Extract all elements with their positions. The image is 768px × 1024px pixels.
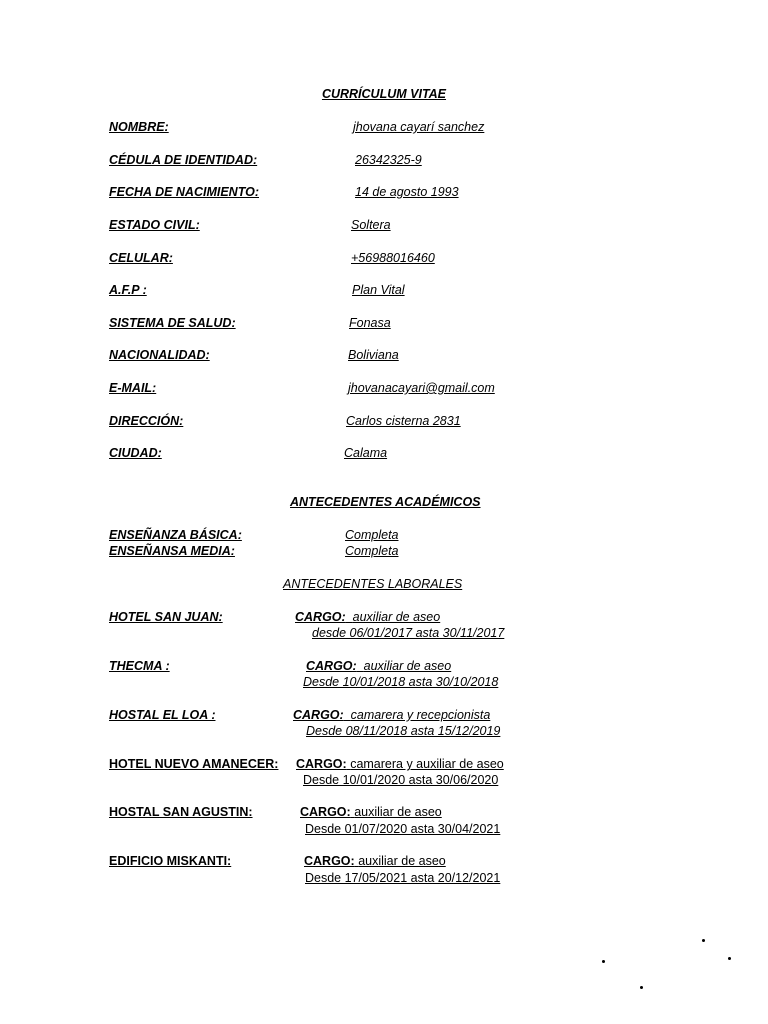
work-heading: ANTECEDENTES LABORALES [283, 577, 463, 591]
stray-dot [602, 960, 605, 963]
label-ciudad: CIUDAD: [109, 446, 162, 460]
work-cargo-5 [300, 804, 442, 820]
label-direccion: DIRECCIÓN: [109, 414, 184, 428]
academic-heading: ANTECEDENTES ACADÉMICOS [290, 495, 481, 509]
label-fecha-nacimiento: FECHA DE NACIMIENTO: [109, 185, 259, 199]
work-cargo-label-5: CARGO: [300, 805, 351, 819]
value-nombre: jhovana cayarí sanchez [353, 120, 485, 134]
work-period-1: desde 06/01/2017 asta 30/11/2017 [312, 626, 505, 640]
work-period-4: Desde 10/01/2020 asta 30/06/2020 [303, 773, 499, 787]
work-cargo-label-2: CARGO: [306, 659, 357, 673]
work-cargo-value-1: auxiliar de aseo [352, 610, 441, 624]
label-email: E-MAIL: [109, 381, 157, 395]
work-place-1: HOTEL SAN JUAN: [109, 610, 223, 624]
work-cargo-value-5: auxiliar de aseo [354, 805, 442, 819]
label-nacionalidad: NACIONALIDAD: [109, 348, 210, 362]
work-cargo-6 [304, 853, 446, 869]
work-place-6: EDIFICIO MISKANTI: [109, 854, 232, 868]
label-celular: CELULAR: [109, 251, 173, 265]
work-cargo-1 [295, 609, 440, 625]
value-sistema-salud: Fonasa [349, 316, 391, 330]
value-direccion: Carlos cisterna 2831 [346, 414, 461, 428]
value-nacionalidad: Boliviana [348, 348, 399, 362]
value-ensenanza-basica: Completa [345, 528, 399, 542]
work-period-5: Desde 01/07/2020 asta 30/04/2021 [305, 822, 501, 836]
work-cargo-label-1: CARGO: [295, 610, 346, 624]
stray-dot [702, 939, 705, 942]
work-cargo-4 [296, 756, 504, 772]
value-celular: +56988016460 [351, 251, 435, 265]
label-ensenanza-media: ENSEÑANSA MEDIA: [109, 544, 235, 558]
work-cargo-value-3: camarera y recepcionista [350, 708, 491, 722]
label-sistema-salud: SISTEMA DE SALUD: [109, 316, 236, 330]
value-estado-civil: Soltera [351, 218, 391, 232]
work-cargo-2 [306, 658, 451, 674]
label-ensenanza-basica: ENSEÑANZA BÁSICA: [109, 528, 242, 542]
label-estado-civil: ESTADO CIVIL: [109, 218, 200, 232]
work-place-5: HOSTAL SAN AGUSTIN: [109, 805, 253, 819]
work-period-3: Desde 08/11/2018 asta 15/12/2019 [306, 724, 501, 738]
work-cargo-label-4: CARGO: [296, 757, 347, 771]
work-cargo-label-3: CARGO: [293, 708, 344, 722]
work-cargo-3 [293, 707, 490, 723]
work-place-3: HOSTAL EL LOA : [109, 708, 216, 722]
page-title: CURRÍCULUM VITAE [321, 87, 447, 101]
stray-dot [728, 957, 731, 960]
work-cargo-value-6: auxiliar de aseo [358, 854, 446, 868]
value-ciudad: Calama [344, 446, 388, 460]
work-cargo-value-4: camarera y auxiliar de aseo [350, 757, 504, 771]
work-period-2: Desde 10/01/2018 asta 30/10/2018 [303, 675, 499, 689]
label-afp: A.F.P : [109, 283, 147, 297]
value-ensenanza-media: Completa [345, 544, 399, 558]
label-nombre: NOMBRE: [109, 120, 169, 134]
work-place-2: THECMA : [109, 659, 170, 673]
work-cargo-label-6: CARGO: [304, 854, 355, 868]
value-afp: Plan Vital [352, 283, 405, 297]
work-period-6: Desde 17/05/2021 asta 20/12/2021 [305, 871, 501, 885]
value-cedula: 26342325-9 [355, 153, 422, 167]
stray-dot [640, 986, 643, 989]
value-fecha-nacimiento: 14 de agosto 1993 [355, 185, 459, 199]
work-cargo-value-2: auxiliar de aseo [363, 659, 452, 673]
value-email: jhovanacayari@gmail.com [348, 381, 495, 395]
label-cedula: CÉDULA DE IDENTIDAD: [109, 153, 258, 167]
work-place-4: HOTEL NUEVO AMANECER: [109, 757, 279, 771]
